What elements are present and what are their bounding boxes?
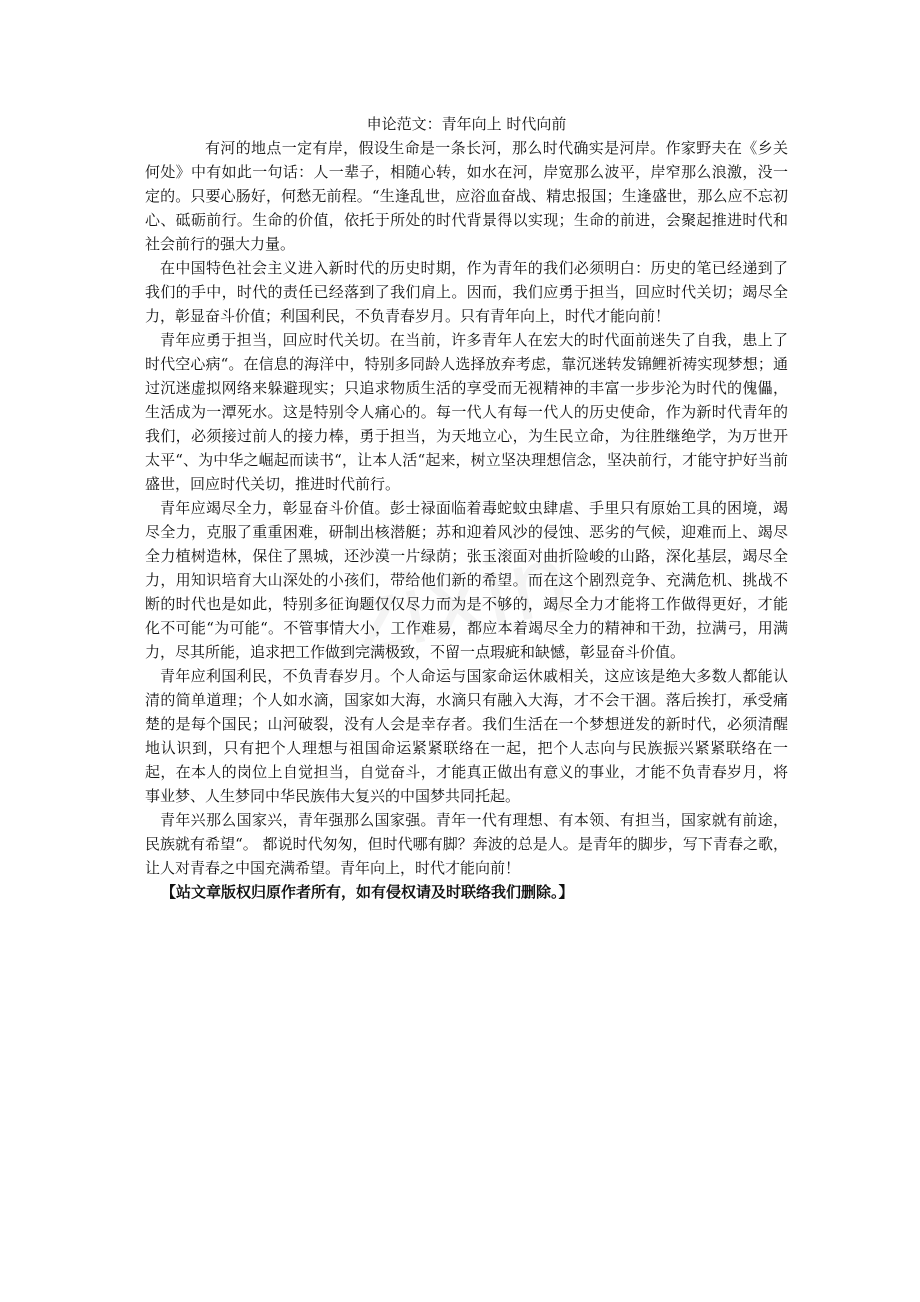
paragraph-4: 青年应竭尽全力，彰显奋斗价值。彭士禄面临着毒蛇蚊虫肆虐、手里只有原始工具的困境，竭尽全力，克服了重重困难，研制出核潜艇；苏和迎着风沙的侵蚀、恶劣的气候，迎难而上、竭尽全力植树造林，保住了黑城，还沙漠一片绿荫；张玉滚面对曲折险峻的山路，深化基层，竭尽全力，用知识培育大山深处的小孩们，带给他们新的希望。而在这个剧烈竞争、充满危机、挑战不断的时代也是如此，特别多征询题仅仅尽力而为是不够的，竭尽全力才能将工作做得更好，才能化不可能“为可能“。不管事情大小，工作难易，都应本着竭尽全力的精神和干劲，拉满弓，用满力，尽其所能，追求把工作做到完满极致，不留一点瑕疵和缺憾，彰显奋斗价值。 [145, 499, 788, 661]
copyright-notice: 【站文章版权归原作者所有，如有侵权请及时联络我们删除。】 [161, 883, 574, 901]
paragraph-1: 有河的地点一定有岸，假设生命是一条长河，那么时代确实是河岸。作家野夫在《乡关何处》中有如此一句话：人一辈子，相随心转，如水在河，岸宽那么波平，岸窄那么浪激，没一定的。只要心肠好，何愁无前程。“生逢乱世，应浴血奋战、精忠报国；生逢盛世，那么应不忘初心、砥砺前行。生命的价值，依托于所处的时代背景得以实现；生命的前进，会聚起推进时代和社会前行的强大力量。 [145, 139, 788, 253]
article-body [145, 112, 788, 904]
paragraph-2: 在中国特色社会主义进入新时代的历史时期，作为青年的我们必须明白：历史的笔已经递到了我们的手中，时代的责任已经落到了我们肩上。因而，我们应勇于担当，回应时代关切；竭尽全力，彰显奋斗价值；利国利民，不负青春岁月。只有青年向上，时代才能向前！ [145, 259, 788, 325]
paragraph-3: 青年应勇于担当，回应时代关切。在当前，许多青年人在宏大的时代面前迷失了自我，患上了时代空心病“。在信息的海洋中，特别多同龄人选择放弃考虑，靠沉迷转发锦鲤祈祷实现梦想；通过沉迷虚拟网络来躲避现实；只追求物质生活的享受而无视精神的丰富一步步沦为时代的傀儡，生活成为一潭死水。这是特别令人痛心的。每一代人有每一代人的历史使命，作为新时代青年的我们，必须接过前人的接力棒，勇于担当，为天地立心，为生民立命，为往胜继绝学，为万世开太平“、为中华之崛起而读书“，让本人活“起来，树立坚决理想信念，坚决前行，才能守护好当前盛世，回应时代关切，推进时代前行。 [145, 331, 788, 493]
paragraph-6: 青年兴那么国家兴，青年强那么国家强。青年一代有理想、有本领、有担当，国家就有前途，民族就有希望“。 都说时代匆匆，但时代哪有脚？奔波的总是人。是青年的脚步，写下青春之歌，让人对青春之中国充满希望。青年向上，时代才能向前！ [145, 811, 788, 877]
article-title: 申论范文：青年向上 时代向前 [366, 115, 567, 133]
paragraph-5: 青年应利国利民，不负青春岁月。个人命运与国家命运休戚相关，这应该是绝大多数人都能认清的简单道理；个人如水滴，国家如大海，水滴只有融入大海，才不会干涸。落后挨打，承受痛楚的是每个国民；山河破裂，没有人会是幸存者。我们生活在一个梦想迸发的新时代，必须清醒地认识到，只有把个人理想与祖国命运紧紧联络在一起，把个人志向与民族振兴紧紧联络在一起，在本人的岗位上自觉担当，自觉奋斗，才能真正做出有意义的事业，才能不负青春岁月，将事业梦、人生梦同中华民族伟大复兴的中国梦共同托起。 [145, 667, 788, 805]
